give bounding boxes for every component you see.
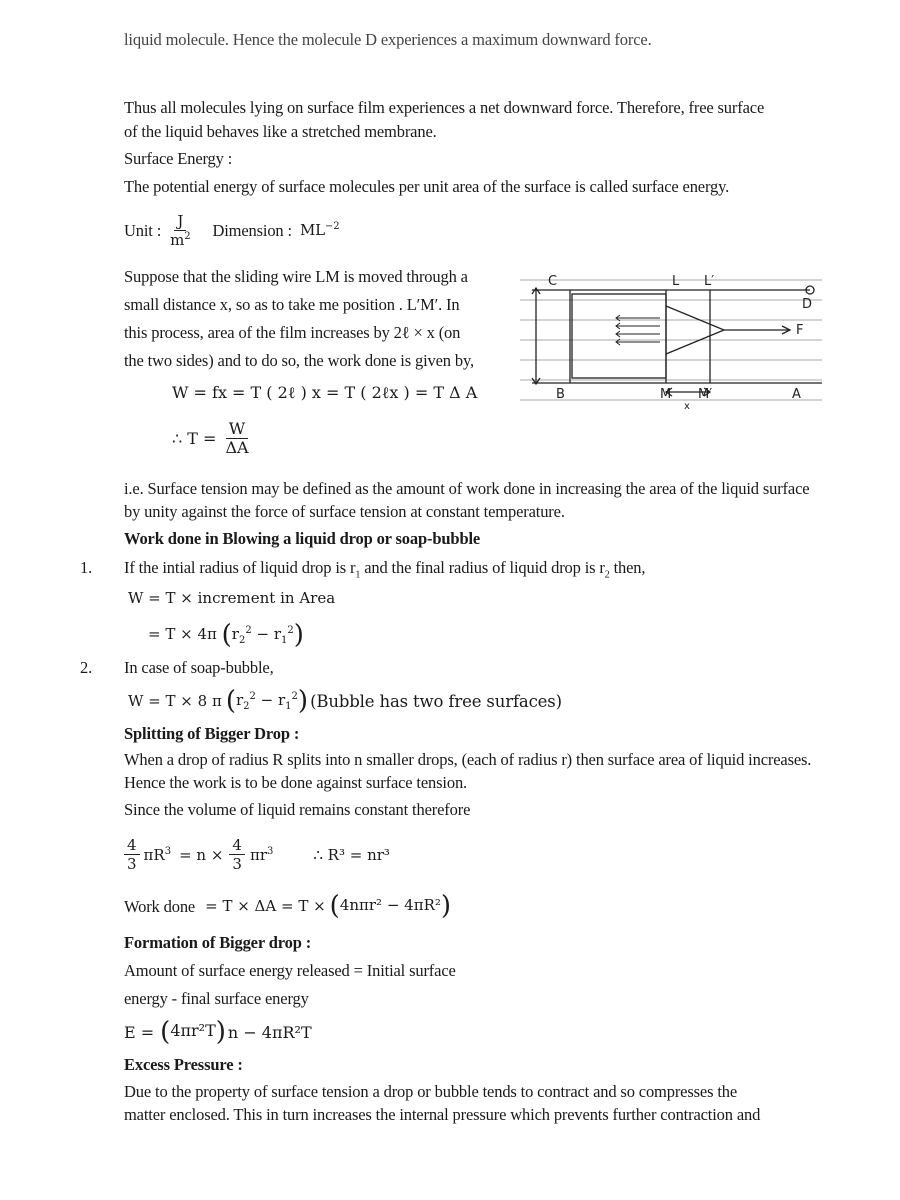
sliding-wire-line-1: Suppose that the sliding wire LM is moved through a — [124, 267, 468, 286]
heading-splitting: Splitting of Bigger Drop : — [124, 724, 300, 743]
workdone-label: Work done — [124, 896, 196, 916]
volume-four-left: 4 — [124, 836, 140, 855]
unit-den: m — [170, 231, 185, 249]
cutoff-text: liquid molecule. Hence the molecule D experiences a maximum downward force. — [124, 30, 652, 49]
item-1-sub-a: 1 — [355, 569, 361, 581]
para-surface-film-2: of the liquid behaves like a stretched membrane. — [124, 122, 437, 141]
item-1-text-c: then, — [609, 558, 646, 577]
volume-lhs: πR — [143, 845, 165, 864]
volume-frac-left — [124, 836, 140, 873]
energy-inner: 4πr²T — [170, 1021, 216, 1040]
para-energy-released-1: Amount of surface energy released = Initial surface — [124, 961, 456, 980]
equation-volume — [124, 836, 390, 873]
unit-label: Unit : — [124, 221, 162, 240]
label-a: A — [792, 387, 801, 402]
para-definition: i.e. Surface tension may be defined as the amount of work done in increasing the area of the liquid surface by unity against the force of surface tension at constant temperature. — [124, 479, 810, 521]
bubble-note: (Bubble has two free surfaces) — [310, 691, 562, 711]
dimension-exp: −2 — [324, 221, 340, 232]
equation-energy — [124, 1019, 312, 1045]
para-splitting: When a drop of radius R splits into n smaller drops, (each of radius r) then surface area of liquid increases. Hence the work is to be done against surface tension. — [124, 750, 812, 792]
item-1-text-a: If the intial radius of liquid drop is r — [124, 558, 356, 577]
drop-2-close-paren: ) — [293, 620, 304, 650]
tension-prefix: ∴ T = — [172, 429, 217, 448]
item-1-text — [124, 556, 645, 579]
equation-drop-1: W = T × increment in Area — [128, 589, 336, 607]
volume-result: ∴ R³ = nr³ — [313, 845, 390, 864]
equation-workdone — [124, 893, 451, 919]
equation-work: W = fx = T ( 2ℓ ) x = T ( 2ℓx ) = T Δ A — [172, 383, 478, 402]
sliding-wire-diagram — [520, 268, 822, 414]
equation-bubble — [128, 688, 562, 714]
item-1-sub-b: 2 — [604, 569, 610, 581]
heading-surface-energy: Surface Energy : — [124, 149, 233, 168]
energy-rest: n − 4πR²T — [227, 1022, 312, 1042]
item-2-number: 2. — [80, 658, 93, 677]
para-excess-2: matter enclosed. This in turn increases the internal pressure which prevents further contraction and — [124, 1105, 761, 1124]
unit-fraction — [167, 212, 193, 249]
tension-den: ΔA — [225, 438, 249, 457]
unit-den-exp: 2 — [184, 231, 191, 242]
equation-drop-2: = T × 4π $(r_2^2 - r_1^2)$ — [148, 620, 304, 650]
diagram-force-arrows — [616, 315, 660, 345]
energy-lhs: E = — [124, 1022, 155, 1042]
para-excess-1: Due to the property of surface tension a drop or bubble tends to contract and so compresses the — [124, 1082, 738, 1101]
tension-num: W — [226, 420, 248, 439]
heading-excess: Excess Pressure : — [124, 1055, 243, 1074]
label-m: M — [660, 387, 672, 402]
label-f: F — [796, 323, 804, 338]
para-energy-released-2: energy - final surface energy — [124, 989, 309, 1008]
volume-rhs: πr — [249, 845, 267, 864]
energy-paren-wrap: (4πr²T) — [160, 1017, 226, 1047]
bubble-prefix: W = T × 8 π — [128, 692, 222, 710]
item-1-text-b: and the final radius of liquid drop is r — [360, 558, 605, 577]
label-d: D — [802, 297, 813, 312]
label-c: C — [548, 274, 558, 289]
volume-three-left: 3 — [127, 855, 137, 873]
label-l1: L′ — [704, 274, 715, 289]
diagram-frame — [532, 286, 822, 396]
dimension-value: ML — [299, 221, 325, 239]
workdone-inner: 4nπr² − 4πR² — [339, 896, 441, 914]
tension-fraction — [222, 420, 251, 457]
diagram-labels — [548, 274, 812, 412]
drop-2-prefix: = T × 4π — [148, 625, 217, 643]
bubble-expression: $(r_2^2 - r_1^2)$ — [225, 686, 309, 716]
para-surface-film-1: Thus all molecules lying on surface film experiences a net downward force. Therefore, free surface — [124, 98, 765, 117]
equation-tension — [172, 420, 255, 457]
label-l: L — [672, 274, 680, 289]
volume-three-right: 3 — [232, 855, 242, 873]
volume-frac-right — [229, 836, 245, 873]
unit-den-wrap — [167, 231, 193, 249]
label-m1: M′ — [698, 387, 713, 402]
heading-work-blowing: Work done in Blowing a liquid drop or soap-bubble — [124, 529, 481, 548]
drop-2-open-paren: ( — [221, 620, 232, 650]
workdone-eq: = T × ΔA = T × — [205, 897, 326, 915]
volume-mid: = n × — [179, 845, 224, 864]
para-volume: Since the volume of liquid remains constant therefore — [124, 800, 471, 819]
unit-line — [124, 212, 339, 249]
sliding-wire-line-2: small distance x, so as to take me position . L′M′. In — [124, 295, 460, 314]
volume-rhs-wrap: $\pi r^3$ — [249, 845, 274, 864]
cutoff-line — [124, 30, 652, 50]
item-1-number: 1. — [80, 558, 93, 577]
sliding-wire-line-3: this process, area of the film increases by 2ℓ × x (on — [124, 323, 461, 342]
diagram-ruled-lines — [520, 280, 822, 400]
workdone-paren-wrap: (4nπr² − 4πR²) — [329, 891, 452, 921]
unit-num: J — [174, 212, 186, 231]
label-b: B — [556, 387, 565, 402]
sliding-wire-line-4: the two sides) and to do so, the work done is given by, — [124, 351, 474, 370]
para-potential-energy: The potential energy of surface molecules per unit area of the surface is called surface energy. — [124, 177, 730, 196]
label-x: x — [684, 401, 690, 412]
item-2-text: In case of soap-bubble, — [124, 658, 274, 677]
volume-lhs-wrap: $\pi R^3$ — [143, 845, 172, 864]
volume-four-right: 4 — [229, 836, 245, 855]
heading-formation: Formation of Bigger drop : — [124, 933, 312, 952]
dimension-value-wrap — [300, 219, 339, 242]
dimension-label: Dimension : — [212, 221, 292, 240]
